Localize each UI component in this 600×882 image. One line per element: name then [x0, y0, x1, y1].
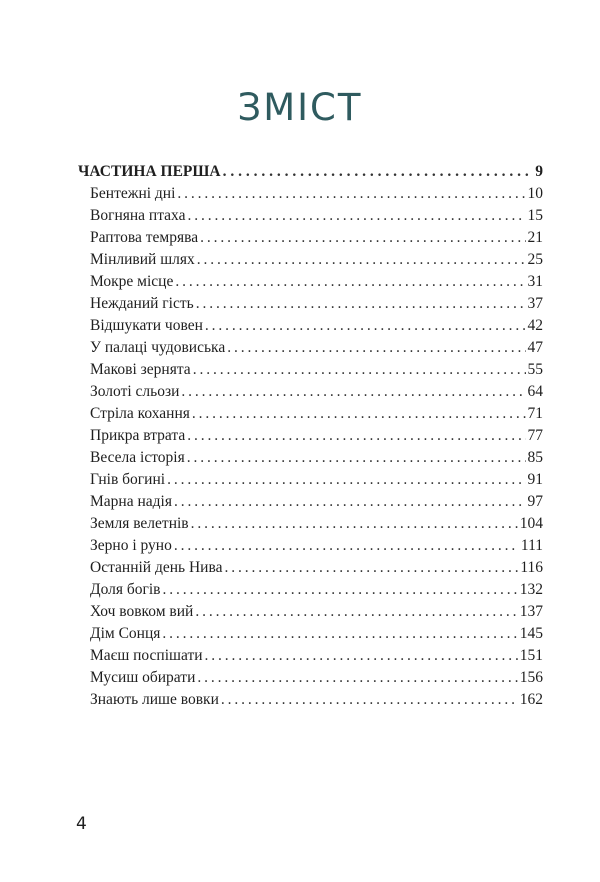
- toc-chapter-entry: [78, 293, 543, 315]
- toc-leader-dots: [223, 161, 534, 183]
- toc-leader-dots: [187, 205, 525, 227]
- toc-chapter-label: Стріла кохання: [90, 405, 190, 422]
- toc-chapter-label: Останній день Нива: [90, 559, 223, 576]
- toc-chapter-label: Золоті сльози: [90, 383, 180, 400]
- toc-chapter-label: Бентежні дні: [90, 185, 176, 202]
- toc-chapter-label: Марна надія: [90, 493, 172, 510]
- toc-chapter-page: 77: [527, 427, 543, 444]
- toc-chapter-label: Дім Сонця: [90, 625, 161, 642]
- toc-leader-dots: [191, 513, 518, 535]
- toc-leader-dots: [181, 381, 525, 403]
- toc-chapter-label: Прикра втрата: [90, 427, 186, 444]
- toc-chapter-page: 10: [527, 185, 543, 202]
- toc-chapter-entry: [78, 403, 543, 425]
- toc-chapter-page: 71: [527, 405, 543, 422]
- toc-chapter-page: 104: [519, 515, 543, 532]
- toc-leader-dots: [162, 579, 517, 601]
- toc-chapter-label: Гнів богині: [90, 471, 166, 488]
- toc-leader-dots: [192, 403, 526, 425]
- toc-chapter-entry: [78, 579, 543, 601]
- toc-leader-dots: [205, 315, 526, 337]
- toc-chapter-page: 132: [519, 581, 543, 598]
- toc-chapter-entry: [78, 601, 543, 623]
- toc-leader-dots: [167, 469, 525, 491]
- toc-chapter-page: 64: [527, 383, 543, 400]
- toc-chapter-list: [78, 183, 543, 711]
- toc-chapter-label: Маєш поспішати: [90, 647, 203, 664]
- toc-part-label: ЧАСТИНА ПЕРША: [78, 163, 221, 180]
- toc-chapter-entry: [78, 249, 543, 271]
- toc-chapter-page: 42: [527, 317, 543, 334]
- toc-chapter-entry: [78, 425, 543, 447]
- toc-chapter-entry: [78, 183, 543, 205]
- toc-chapter-label: Відшукати човен: [90, 317, 203, 334]
- toc-chapter-page: 25: [527, 251, 543, 268]
- toc-chapter-page: 111: [520, 537, 543, 554]
- toc-leader-dots: [193, 359, 526, 381]
- toc-leader-dots: [187, 447, 526, 469]
- toc-chapter-entry: [78, 315, 543, 337]
- toc-leader-dots: [174, 491, 526, 513]
- toc-chapter-page: 37: [527, 295, 543, 312]
- toc-leader-dots: [221, 689, 518, 711]
- toc-chapter-page: 151: [519, 647, 543, 664]
- toc-chapter-label: Доля богів: [90, 581, 161, 598]
- toc-chapter-label: Нежданий гість: [90, 295, 194, 312]
- toc-chapter-entry: [78, 359, 543, 381]
- toc-leader-dots: [162, 623, 517, 645]
- toc-chapter-label: Хоч вовком вий: [90, 603, 194, 620]
- toc-chapter-page: 97: [527, 493, 543, 510]
- toc-leader-dots: [205, 645, 518, 667]
- toc-chapter-entry: [78, 205, 543, 227]
- toc-leader-dots: [175, 271, 525, 293]
- toc-chapter-entry: [78, 689, 543, 711]
- toc-chapter-label: Знають лише вовки: [90, 691, 219, 708]
- toc-part-page: 9: [535, 163, 543, 180]
- toc-chapter-page: 162: [519, 691, 543, 708]
- toc-part-entry: [78, 161, 543, 183]
- toc-leader-dots: [196, 293, 526, 315]
- toc-chapter-entry: [78, 381, 543, 403]
- toc-chapter-entry: [78, 667, 543, 689]
- toc-chapter-entry: [78, 557, 543, 579]
- toc-leader-dots: [197, 667, 517, 689]
- toc-leader-dots: [177, 183, 525, 205]
- page-number: 4: [76, 814, 87, 834]
- toc-chapter-page: 15: [527, 207, 543, 224]
- toc-chapter-label: Весела історія: [90, 449, 185, 466]
- toc-chapter-label: Мусиш обирати: [90, 669, 196, 686]
- toc-chapter-entry: [78, 645, 543, 667]
- toc-chapter-entry: [78, 513, 543, 535]
- toc-leader-dots: [224, 557, 518, 579]
- toc-chapter-entry: [78, 469, 543, 491]
- toc-chapter-page: 31: [527, 273, 543, 290]
- toc-chapter-page: 85: [527, 449, 543, 466]
- toc-chapter-label: Зерно і руно: [90, 537, 172, 554]
- toc-chapter-page: 156: [519, 669, 543, 686]
- toc-chapter-entry: [78, 491, 543, 513]
- toc-chapter-entry: [78, 623, 543, 645]
- toc-chapter-page: 55: [527, 361, 543, 378]
- toc-chapter-page: 91: [527, 471, 543, 488]
- toc-chapter-page: 145: [519, 625, 543, 642]
- toc-chapter-page: 47: [527, 339, 543, 356]
- toc-chapter-entry: [78, 337, 543, 359]
- table-of-contents: [78, 161, 543, 711]
- toc-chapter-entry: [78, 227, 543, 249]
- toc-chapter-entry: [78, 535, 543, 557]
- toc-chapter-label: Вогняна птаха: [90, 207, 186, 224]
- toc-chapter-label: Земля велетнів: [90, 515, 189, 532]
- toc-chapter-label: Мінливий шлях: [90, 251, 195, 268]
- page-title: ЗМІСТ: [237, 86, 363, 129]
- toc-leader-dots: [187, 425, 525, 447]
- toc-chapter-label: Мокре місце: [90, 273, 174, 290]
- toc-leader-dots: [197, 249, 526, 271]
- toc-chapter-label: Раптова темрява: [90, 229, 199, 246]
- toc-leader-dots: [227, 337, 525, 359]
- toc-leader-dots: [174, 535, 519, 557]
- toc-chapter-page: 137: [519, 603, 543, 620]
- toc-leader-dots: [200, 227, 525, 249]
- toc-chapter-entry: [78, 271, 543, 293]
- toc-chapter-page: 21: [527, 229, 543, 246]
- toc-chapter-label: У палаці чудовиська: [90, 339, 226, 356]
- toc-leader-dots: [195, 601, 517, 623]
- toc-chapter-page: 116: [520, 559, 543, 576]
- toc-chapter-entry: [78, 447, 543, 469]
- toc-chapter-label: Макові зернята: [90, 361, 191, 378]
